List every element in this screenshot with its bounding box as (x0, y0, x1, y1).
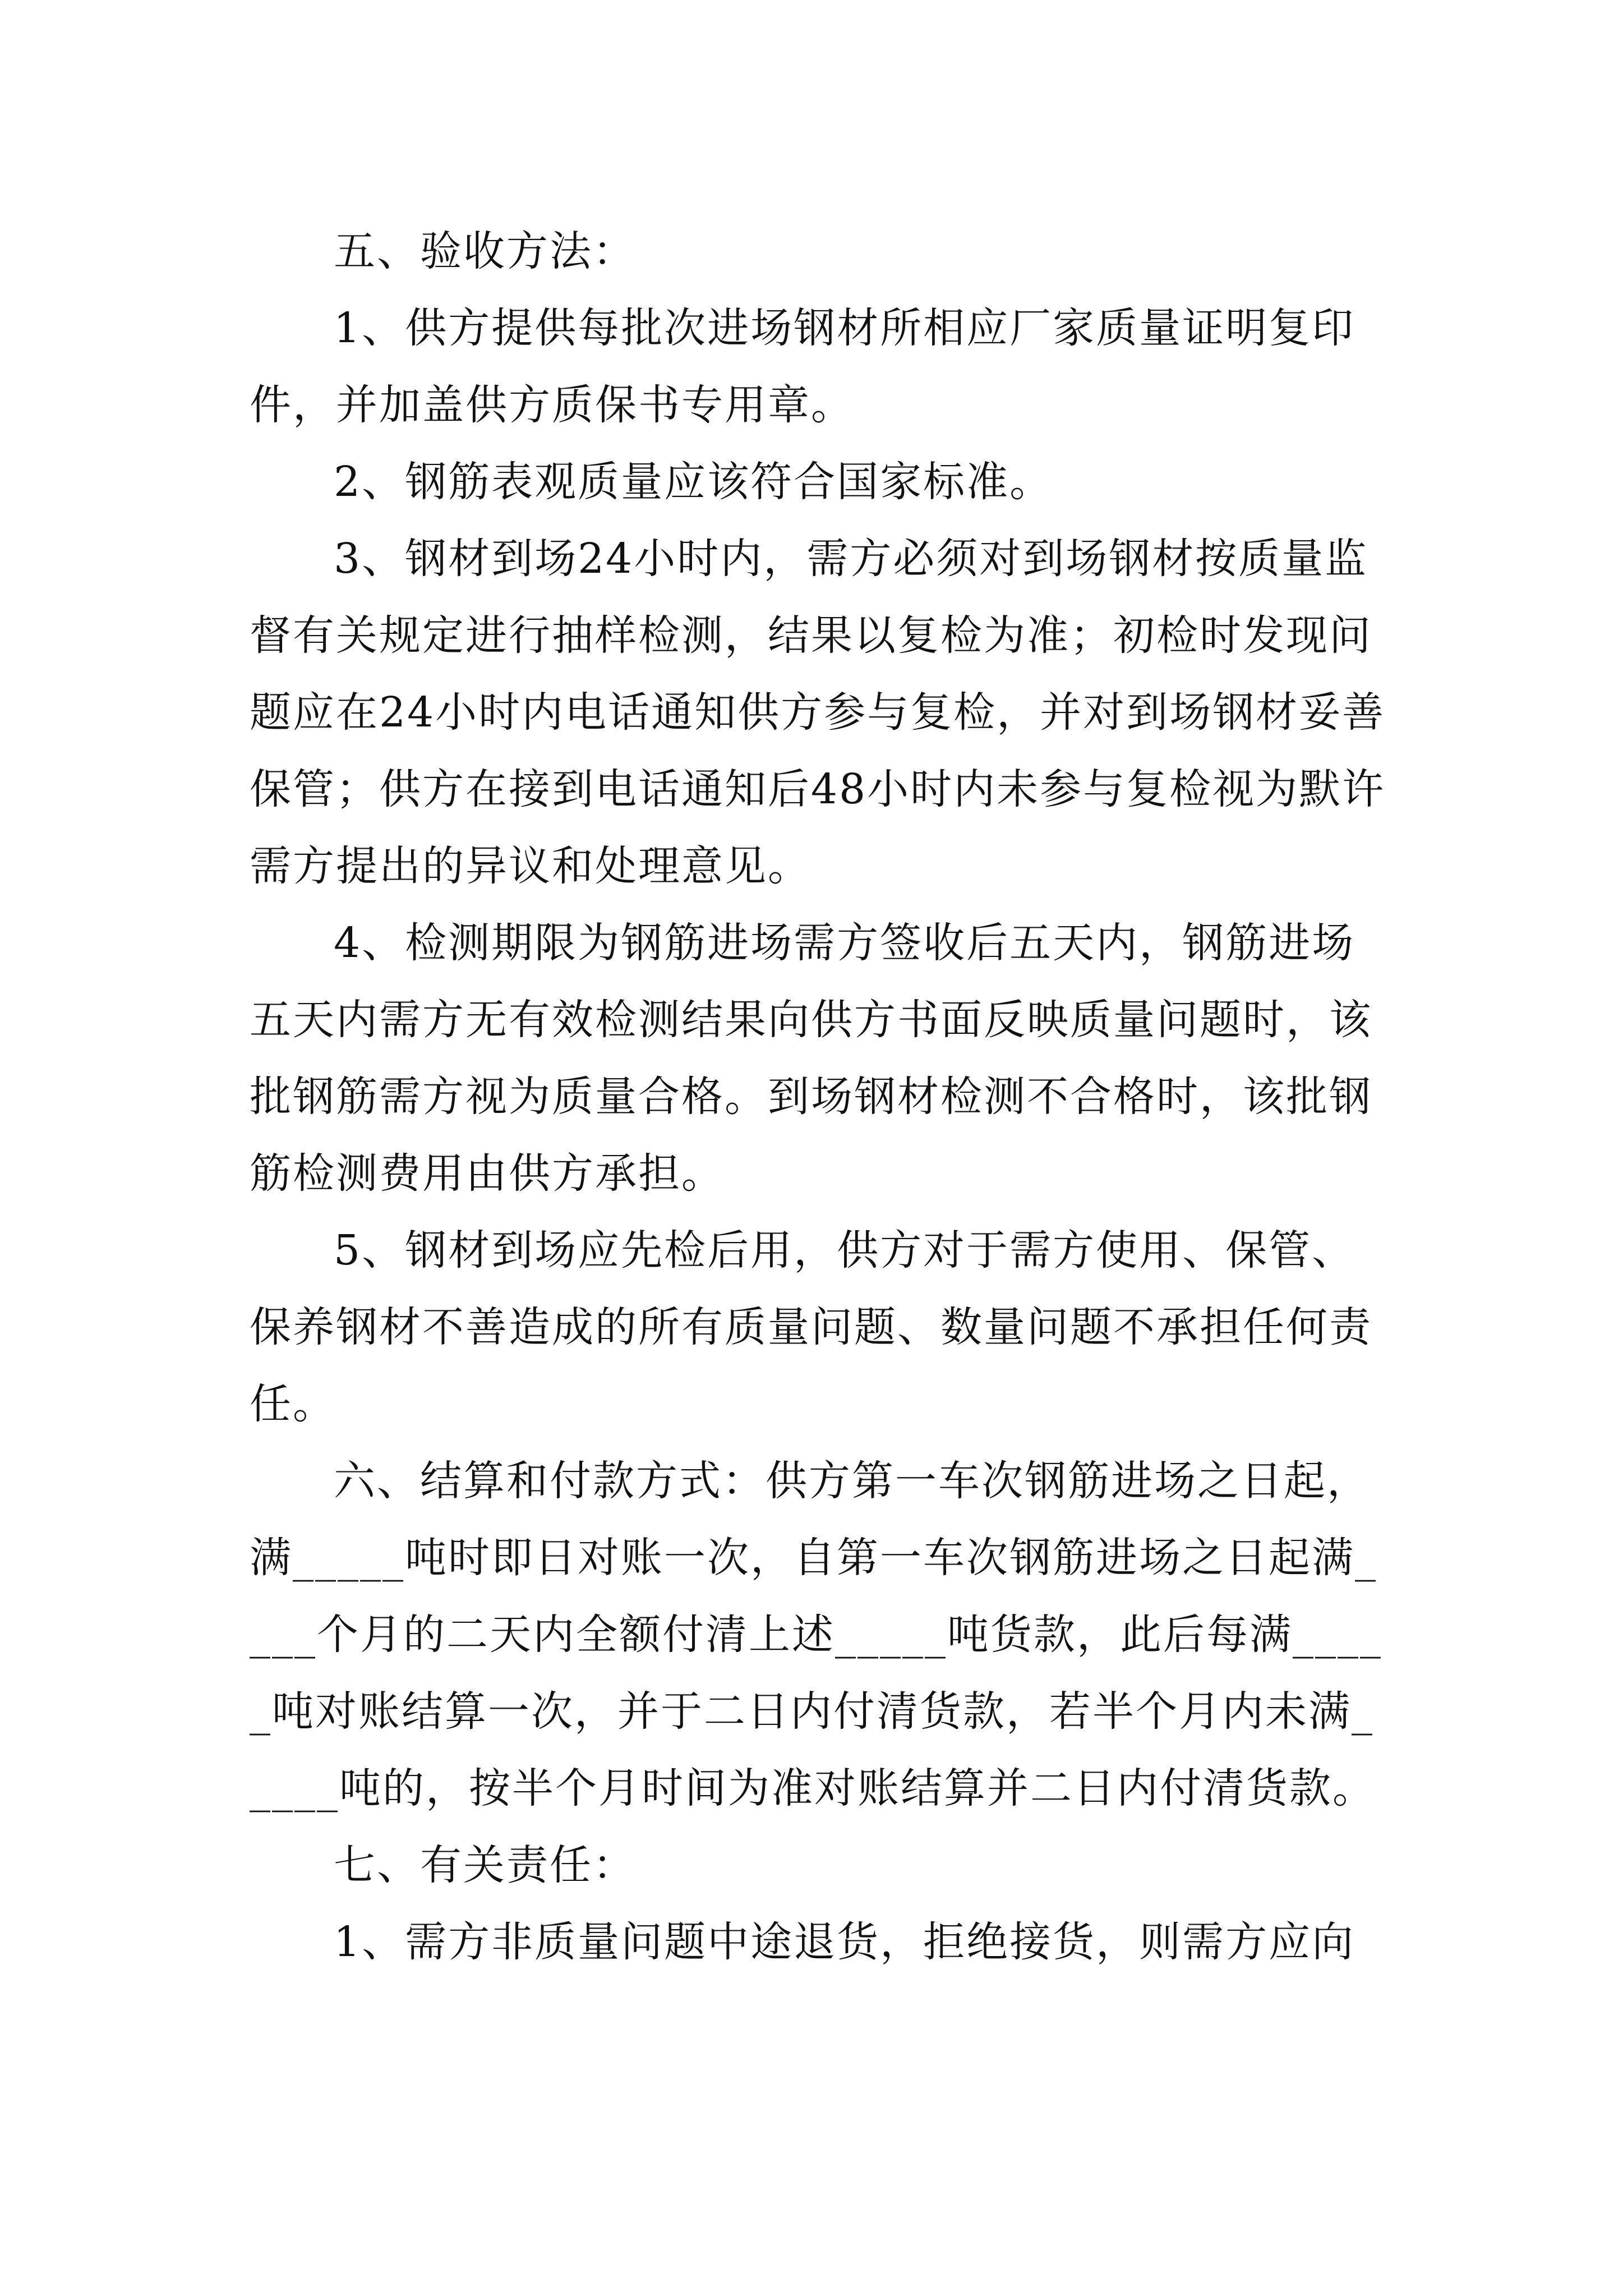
clause-paragraph: 1、需方非质量问题中途退货，拒绝接货，则需方应向 (334, 1918, 1355, 1966)
clause-paragraph: 4、检测期限为钢筋进场需方签收后五天内，钢筋进场五天内需方无有效检测结果向供方书面反映质量问题时，该批钢筋需方视为质量合格。到场钢材检测不合格时，该批钢筋检测费用由供方承担。 (250, 919, 1372, 1198)
clause-paragraph: 1、供方提供每批次进场钢材所相应厂家质量证明复印件，并加盖供方质保书专用章。 (250, 304, 1355, 429)
section-heading-acceptance: 五、验收方法： (334, 227, 636, 275)
clause-paragraph: 5、钢材到场应先检后用，供方对于需方使用、保管、保养钢材不善造成的所有质量问题、数量问题不承担任何责任。 (250, 1226, 1372, 1428)
document-body (250, 213, 1388, 1981)
clause-paragraph: 3、钢材到场24小时内，需方必须对到场钢材按质量监督有关规定进行抽样检测，结果以复检为准；初检时发现问题应在24小时内电话通知供方参与复检，并对到场钢材妥善保管；供方在接到电话通知后48小时内未参与复检视为默许需方提出的异议和处理意见。 (250, 535, 1386, 890)
clause-paragraph: 2、钢筋表观质量应该符合国家标准。 (334, 458, 1053, 506)
section-heading-responsibility: 七、有关责任： (334, 1841, 636, 1889)
section-settlement-payment: 六、结算和付款方式：供方第一车次钢筋进场之日起，满_____吨时即日对账一次，自第一车次钢筋进场之日起满____个月的二天内全额付清上述_____吨货款，此后每满_____吨对账结算一次，并于二日内付清货款，若半个月内未满_____吨的，按半个月时间为准对账结算并二日内付清货款。 (250, 1457, 1382, 1812)
